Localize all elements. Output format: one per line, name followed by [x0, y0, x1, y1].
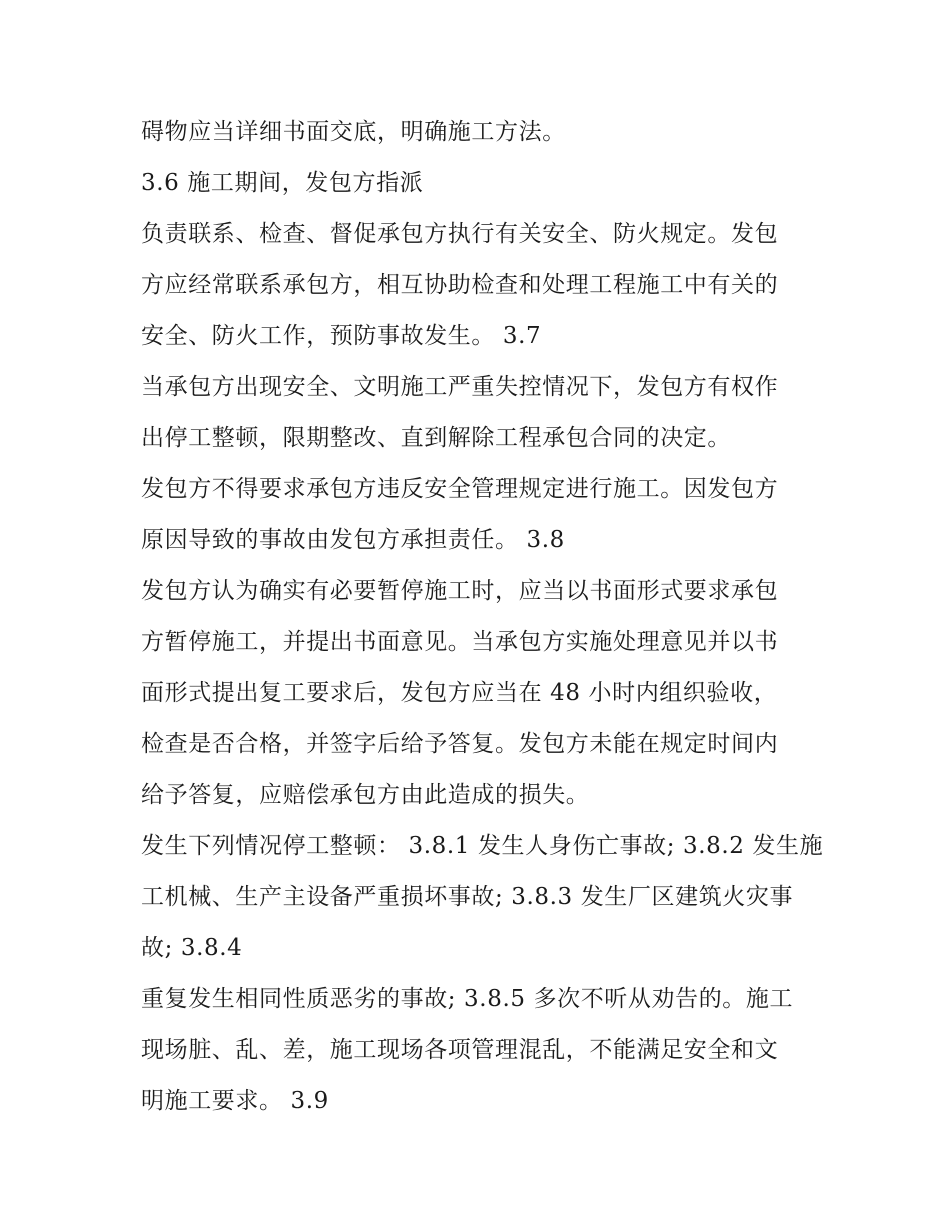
body-text: [141, 107, 831, 1127]
text-line: 工机械、生产主设备严重损坏事故; 3.8.3 发生厂区建筑火灾事: [141, 884, 794, 910]
text-line: 3.6 施工期间，发包方指派: [141, 170, 424, 196]
text-line: 发包方不得要求承包方违反安全管理规定进行施工。因发包方: [141, 476, 779, 502]
text-line: 碍物应当详细书面交底，明确施工方法。: [141, 119, 566, 145]
text-line: 原因导致的事故由发包方承担责任。 3.8: [141, 527, 565, 553]
text-line: 方暂停施工，并提出书面意见。当承包方实施处理意见并以书: [141, 629, 779, 655]
text-line: 负责联系、检查、督促承包方执行有关安全、防火规定。发包: [141, 221, 779, 247]
text-line: 给予答复，应赔偿承包方由此造成的损失。: [141, 782, 590, 808]
text-line: 重复发生相同性质恶劣的事故; 3.8.5 多次不听从劝告的。施工: [141, 986, 794, 1012]
text-line: 当承包方出现安全、文明施工严重失控情况下，发包方有权作: [141, 374, 779, 400]
text-line: 发包方认为确实有必要暂停施工时，应当以书面形式要求承包: [141, 578, 779, 604]
text-line: 面形式提出复工要求后，发包方应当在 48 小时内组织验收，: [141, 680, 778, 706]
text-line: 现场脏、乱、差，施工现场各项管理混乱，不能满足安全和文: [141, 1037, 779, 1063]
text-line: 出停工整顿，限期整改、直到解除工程承包合同的决定。: [141, 425, 731, 451]
text-line: 明施工要求。 3.9: [141, 1088, 329, 1114]
text-line: 检查是否合格，并签字后给予答复。发包方未能在规定时间内: [141, 731, 779, 757]
text-line: 故; 3.8.4: [141, 935, 243, 961]
text-line: 发生下列情况停工整顿： 3.8.1 发生人身伤亡事故; 3.8.2 发生施: [141, 833, 824, 859]
text-line: 方应经常联系承包方，相互协助检查和处理工程施工中有关的: [141, 272, 779, 298]
text-line: 安全、防火工作，预防事故发生。 3.7: [141, 323, 542, 349]
